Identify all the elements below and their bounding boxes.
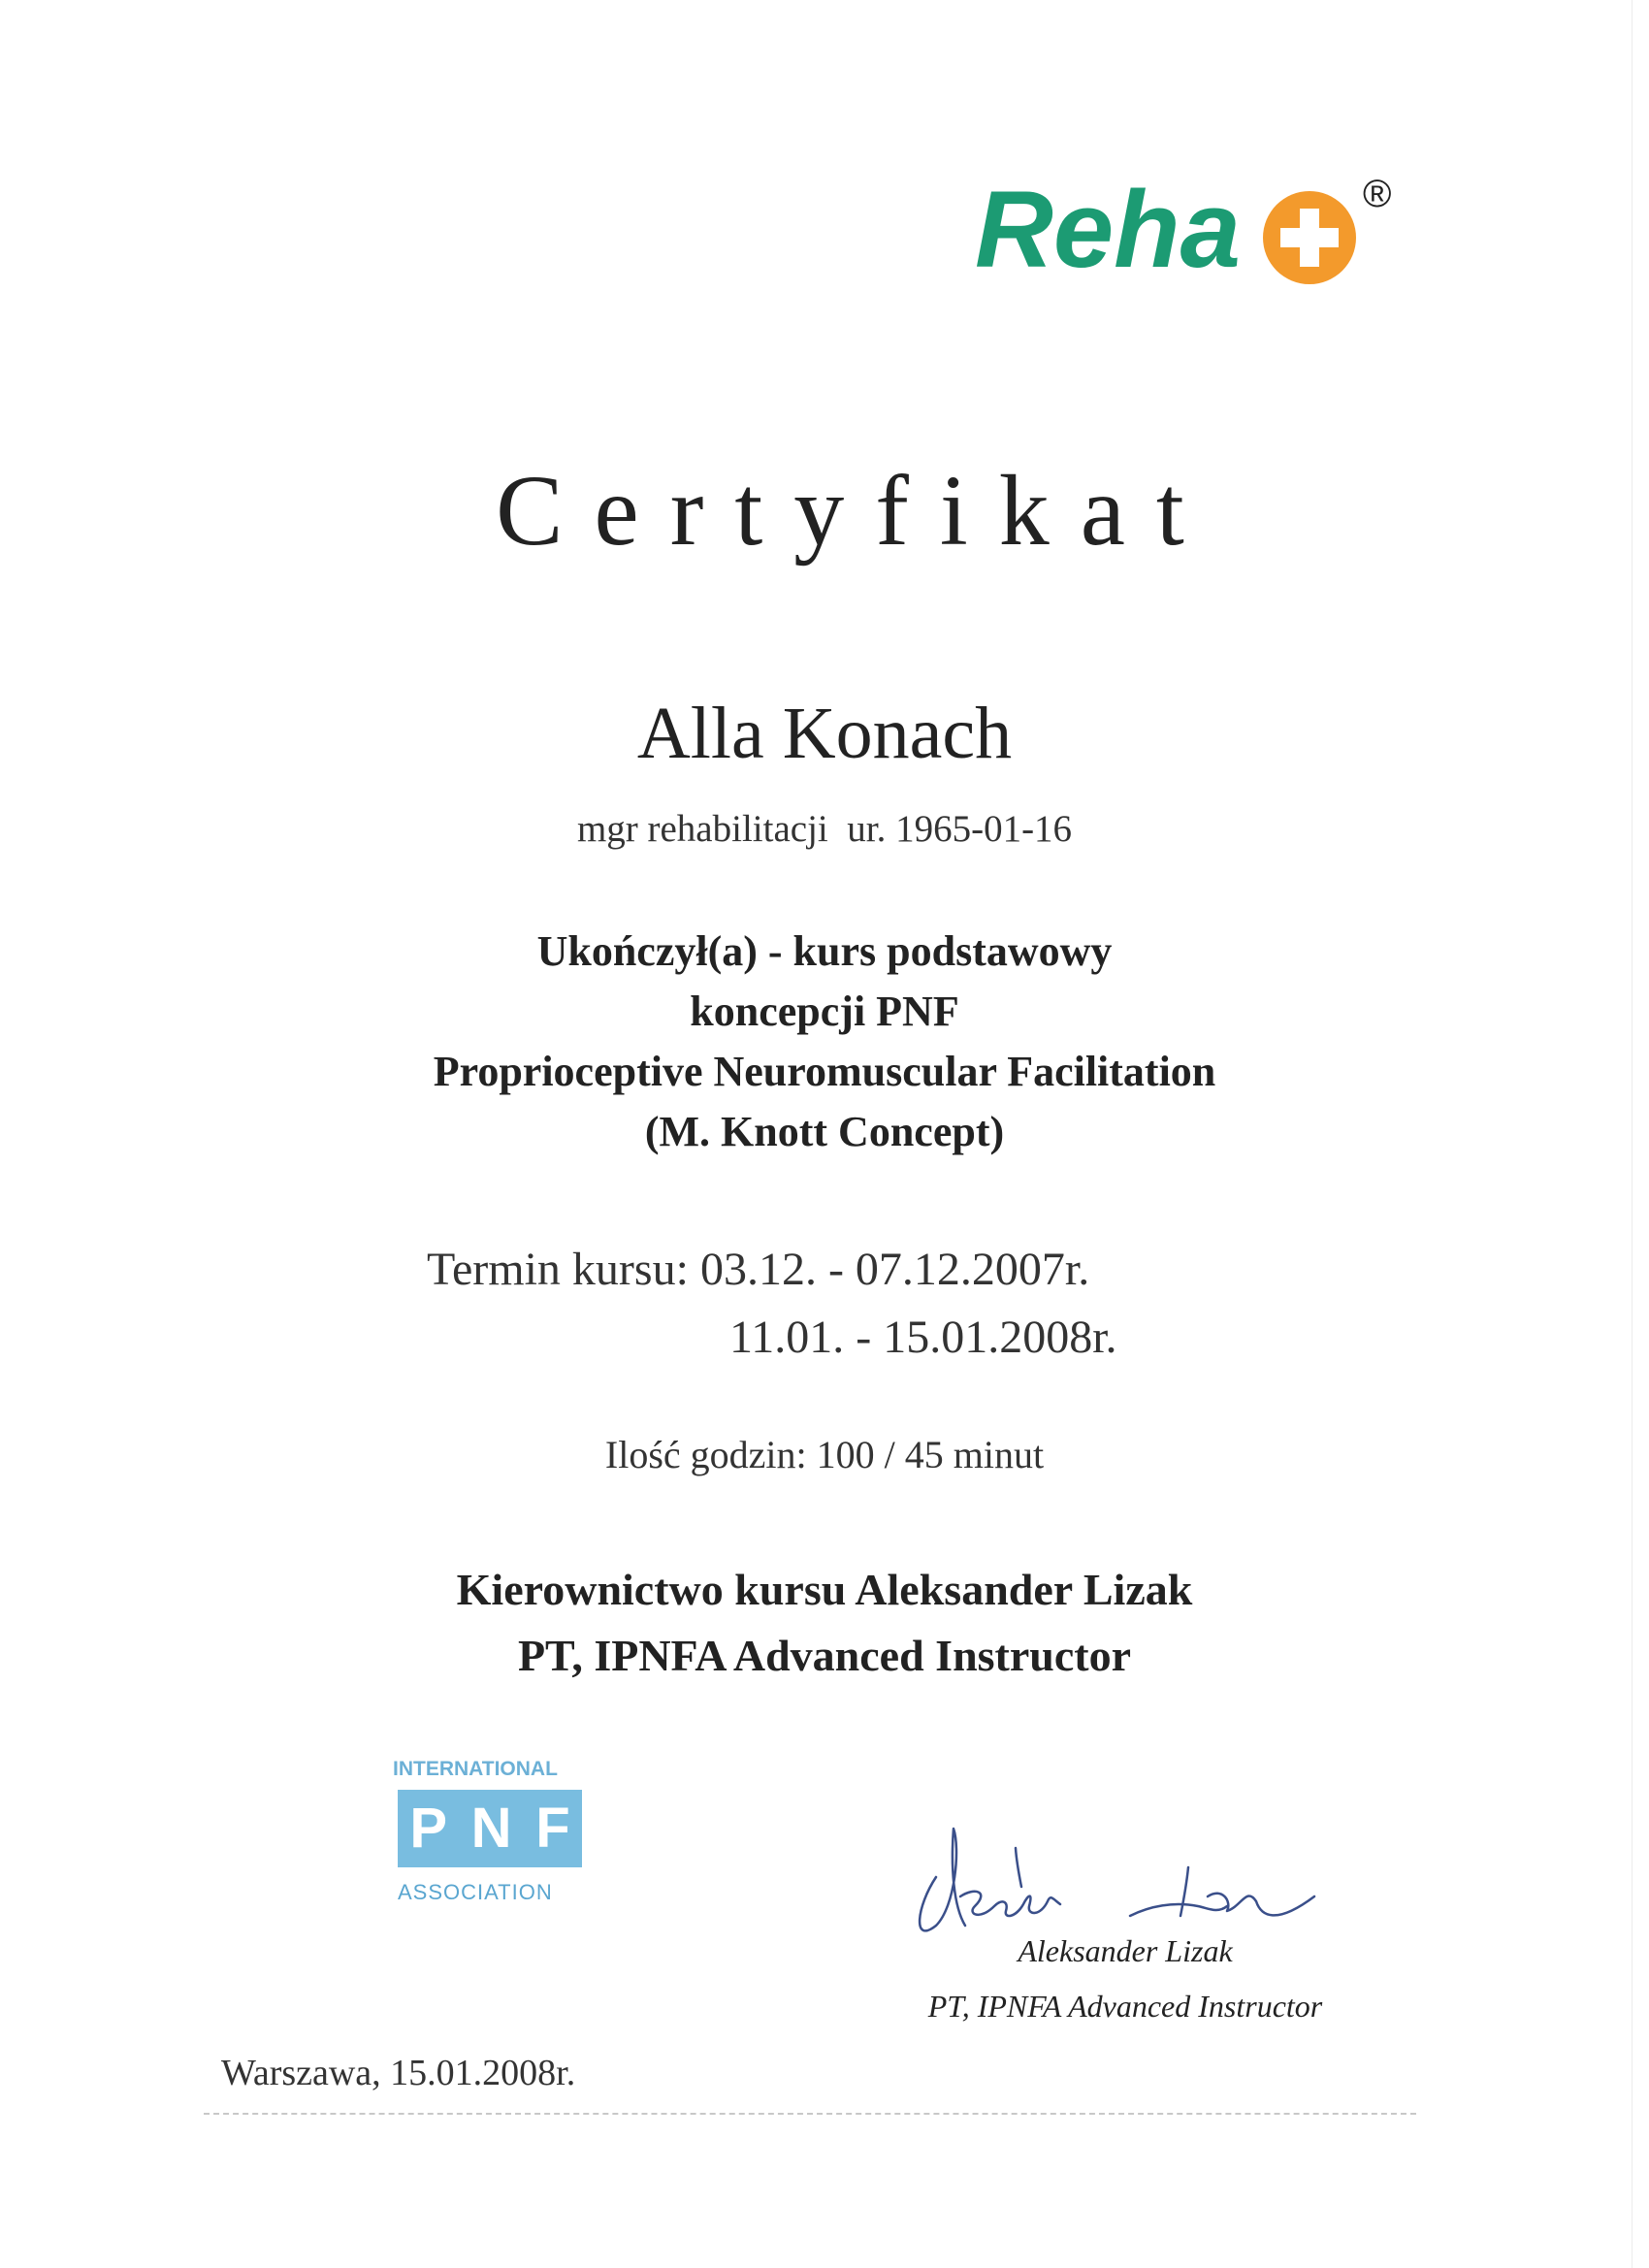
term-label: Termin kursu: bbox=[427, 1244, 689, 1295]
course-term bbox=[427, 1244, 1090, 1295]
management-line: PT, IPNFA Advanced Instructor bbox=[517, 1631, 1132, 1680]
place-and-date: Warszawa, 15.01.2008r. bbox=[221, 2053, 576, 2093]
completion-line: Ukończył(a) - kurs podstawowy bbox=[536, 927, 1113, 975]
pnf-letter: P bbox=[409, 1797, 448, 1860]
management-line: Kierownictwo kursu Aleksander Lizak bbox=[456, 1565, 1193, 1614]
signer-title: PT, IPNFA Advanced Instructor bbox=[927, 1989, 1323, 2024]
completion-line: koncepcji PNF bbox=[690, 988, 959, 1035]
pnf-association-logo bbox=[393, 1758, 587, 1923]
logo-text: Reha bbox=[975, 169, 1241, 290]
pnf-box bbox=[398, 1790, 582, 1867]
plus-circle-icon bbox=[1263, 191, 1356, 284]
course-completion bbox=[0, 922, 1649, 1162]
certificate-title: Certyfikat bbox=[496, 455, 1215, 567]
completion-line: (M. Knott Concept) bbox=[644, 1108, 1005, 1155]
recipient-degree: mgr rehabilitacji ur. 1965-01-16 bbox=[576, 808, 1073, 850]
hours-label: Ilość godzin: bbox=[604, 1433, 807, 1476]
reha-logo bbox=[975, 160, 1402, 306]
course-hours bbox=[0, 1433, 1649, 1476]
term-period-2: 11.01. - 15.01.2008r. bbox=[729, 1312, 1117, 1363]
hours-value: 100 / 45 minut bbox=[816, 1433, 1045, 1476]
course-management bbox=[0, 1557, 1649, 1689]
scan-edge bbox=[1632, 0, 1633, 2268]
pnf-letter: F bbox=[535, 1797, 570, 1860]
pnf-top-text: INTERNATIONAL bbox=[393, 1758, 558, 1780]
term-period-1: 03.12. - 07.12.2007r. bbox=[699, 1244, 1090, 1295]
completion-line: Proprioceptive Neuromuscular Facilitation bbox=[433, 1048, 1216, 1095]
pnf-letter: N bbox=[470, 1797, 512, 1860]
pnf-bottom-text: ASSOCIATION bbox=[398, 1880, 553, 1904]
registered-mark: ® bbox=[1363, 173, 1392, 215]
signer-name: Aleksander Lizak bbox=[1018, 1933, 1233, 1968]
recipient-name: Alla Konach bbox=[636, 693, 1013, 774]
footer-divider bbox=[204, 2113, 1416, 2115]
